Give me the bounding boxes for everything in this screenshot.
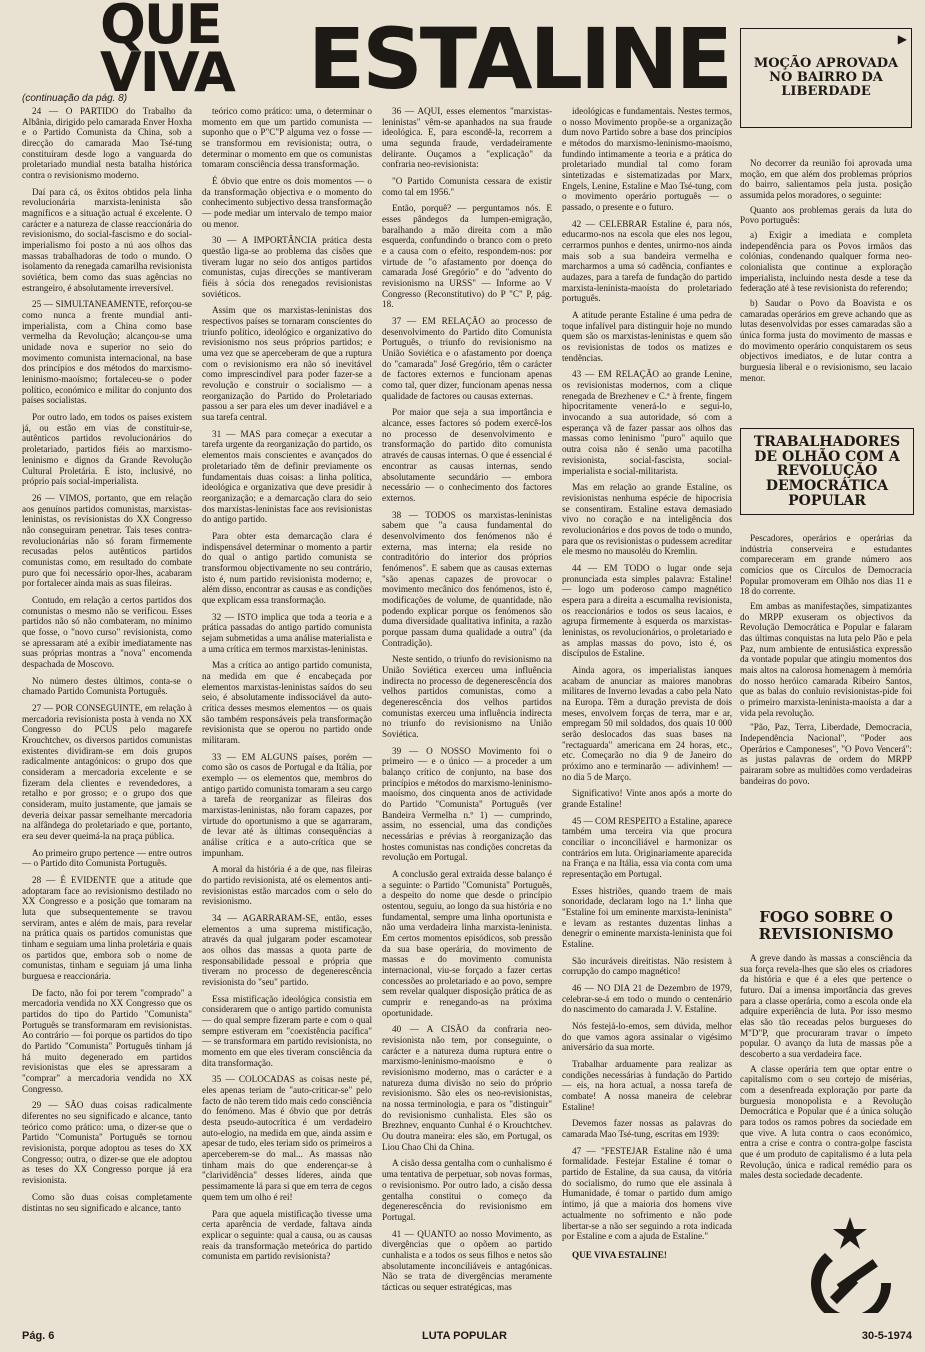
article-paragraph: 33 — EM ALGUNS países, porém — como são os casos de Portugal e da Itália, por exemplo — os elementos que, membros do antigo partido comunista tomaram a seu cargo a tarefa de reorganizar as fileiras dos marxistas-leninistas, não foram capazes, por virtude do oportunismo a que se agarraram, de levar até às últimas consequências a análise crítica e a auto-crítica que se impunham. bbox=[202, 751, 372, 858]
headline-part-1: QUE VIVA bbox=[100, 0, 234, 105]
article-paragraph: A moral da história é a de que, nas fileiras do partido revisionista, até os elementos anti-revisionistas estão marcados com o selo do revisionismo. bbox=[202, 864, 372, 907]
article-paragraph: Ao primeiro grupo pertence — entre outros — o Partido dito Comunista Português. bbox=[22, 847, 192, 869]
sidebar-text-fogo bbox=[740, 953, 912, 1203]
article-paragraph: Neste sentido, o triunfo do revisionismo na União Soviética exerceu uma influência indirecta no processo de degenerescência dos velhos partidos comunistas, como a degenerescência dos velhos partidos comunistas exerceu uma influência indirecta no triunfo do revisionismo na União Soviética. bbox=[382, 654, 552, 739]
article-paragraph: 27 — POR CONSEGUINTE, em relação à mercadoria revisionista posta à venda no XX Congresso do PCUS pelo magarefe Krouchtchev, os diversos partidos comunistas existentes dividiram-se em dois grupos radicalmente antagónicos: o grupo dos que consideram a mercadoria excelente e se fizeram dela clientes e revendedores, a retalho e por grosso; e o grupo dos que consideram, muito justamente, que jamais se deveria deixar passar semelhante mercadoria na alfândega do proletariado e que, portanto, era seu dever queimá-la na praça pública. bbox=[22, 702, 192, 841]
article-paragraph: 29 — SÃO duas coisas radicalmente diferentes no seu significado e alcance, tanto teórico como prático: uma, o dizer-se que o Partido "Comunista" Português se tornou revisionista, porque adoptou as teses do XX Congresso; outra, o dizer-se que ele adoptou as teses do XX Congresso porque já era revisionista. bbox=[22, 1100, 192, 1186]
article-paragraph: De facto, não foi por terem "comprado" a mercadoria vendida no XX Congresso que os partidos do tipo do Partido "Comunista" Português se transformaram em revisionistas. Ao contrário — foi porque os partidos do tipo do Partido "Comunista" Português tinham já há muito degenerado em partidos revisionistas que eles se apressaram a "comprar" a mercadoria vendida no XX Congresso. bbox=[22, 987, 192, 1094]
article-paragraph: A cisão dessa gentalha com o cunhalismo é uma tentativa de perpetuar, sob novas formas, o revisionismo. Por outro lado, a cisão dessa gentalha constitui o começo da degenerescência do revisionismo em Portugal. bbox=[382, 1158, 552, 1222]
article-paragraph: 26 — VIMOS, portanto, que em relação aos genuínos partidos comunistas, marxistas-leninistas, os revisionistas do XX Congresso não conseguiram penetrar. Tais teses contra-revolucionárias não só foram firmemente recusadas pelos autênticos partidos comunistas como, em resultado do combate puro que foi necessário opor-lhes, acabaram por fortalecer ainda mais as suas fileiras. bbox=[22, 492, 192, 589]
sidebar-paragraph: Quanto aos problemas gerais da luta do Povo português: bbox=[740, 204, 912, 226]
article-paragraph: 31 — MAS para começar a executar a tarefa urgente da reorganização do partido, os elementos mais conscientes e avançados do proletariado têm de definir previamente os fundamentais duas coisas: a linha política, ideológica e organizativa que deve presidir à reorganização; e a demarcação clara do seio dos marxistas-leninistas face aos revisionistas do antigo partido. bbox=[202, 428, 372, 525]
article-paragraph: No número destes últimos, conta-se o chamado Partido Comunista Português. bbox=[22, 675, 192, 697]
article-paragraph: Esses histriões, quando traem de mais sonoridade, declaram logo na 1.ª linha que "Estaline foi um eminente marxista-leninista" e levam as restantes duzentas linhas a denegrir o eminente marxista-leninista que foi Estaline. bbox=[562, 885, 732, 950]
article-paragraph: 46 — NO DIA 21 de Dezembro de 1979, celebrar-se-á em todo o mundo o centenário do nascimento do camarada J. V. Estaline. bbox=[562, 983, 732, 1015]
sidebar-paragraph: a) Exigir a imediata e completa independência para os Povos irmãos das colónias, condenando qualquer forma neo-colonialista que continue a exploração imperialista, incluindo nesta desde a tese da federação até à tese revisionista do referendo; bbox=[740, 230, 912, 294]
article-paragraph: São incuráveis direitistas. Não resistem à corrupção do campo magnético! bbox=[562, 955, 732, 977]
article-paragraph: 40 — A CISÃO da confraria neo-revisionista não tem, por conseguinte, o carácter e a natureza duma ruptura entre o marxismo-leninismo-maoísmo e o revisionismo moderno, mas o carácter e a natureza duma divisão no seio do próprio revisionismo. São eles os neo-revisionistas, na nossa terminologia, e para os "distinguir" do revisionismo cunhalista. Eles são os Brezhnev, enquanto Cunhal é o Krouchtchev. Ou doutra maneira: eles são, em Portugal, os Liou Chao Chi da China. bbox=[382, 1024, 552, 1152]
article-paragraph: 25 — SIMULTANEAMENTE, reforçou-se como nunca a frente mundial anti-imperialista, com a China como base vermelha da Revolução; alcançou-se uma unidade nova e superior no seio do movimento comunista internacional, na base dos princípios e dos métodos do marxismo-leninismo-maoísmo; fortaleceu-se o poder político, económico e militar do conjunto dos países socialistas. bbox=[22, 299, 192, 406]
article-paragraph: 39 — O NOSSO Movimento foi o primeiro — e o único — a proceder a um balanço crítico de conjunto, na base dos princípios e métodos do marxismo-leninismo-maoísmo, dos cinquenta anos de actividade do Partido "Comunista" Português (ver Bandeira Vermelha n.º 1) — cumprindo, assim, no essencial, uma das condições necessárias e prévias à reorganização das hostes comunistas nas condições concretas da revolução em Portugal. bbox=[382, 745, 552, 863]
article-paragraph: Significativo! Vinte anos após a morte do grande Estaline! bbox=[562, 788, 732, 809]
article-paragraph: É óbvio que entre os dois momentos — o da transformação objectiva e o momento do conhecimento subjectivo dessa transformação — pode mediar um intervalo de tempo maior ou menor. bbox=[202, 176, 372, 229]
article-paragraph: Essa mistificação ideológica consistia em considerarem que o antigo partido comunista — do qual sempre fizeram parte e com o qual sempre estiveram em "coexistência pacífica" — se transformara em partido revisionista, no momento em que eles tiveram consciência da dita transformação. bbox=[202, 993, 372, 1068]
article-paragraph: A atitude perante Estaline é uma pedra de toque infalível para distinguir hoje no mundo quem são os marxistas-leninistas e quem são os revisionistas de todos os matizes e tendências. bbox=[562, 310, 732, 363]
article-paragraph: 35 — COLOCADAS as coisas neste pé, eles apenas teriam de "auto-criticar-se" pelo facto de não terem tido mais cedo consciência do fenómeno. Mas é óbvio que por detrás desta pseudo-autocrítica é um verdadeiro auto-elogio, na medida em que, ainda assim e apesar de tudo, eles teriam sido os primeiros a aperceberem-se do mal... As massas não tinham mais do que enderençar-se à "clarividência" desses líderes, ainda que pessimamente lá para si que em terra de cegos quem tem um olho é rei! bbox=[202, 1074, 372, 1202]
article-paragraph: Por maior que seja a sua importância e alcance, esses factores só podem exercê-los no processo de desenvolvimento e transformação do partido dito comunista através de causas internas. O que é essencial é encontrar as causas internas, sendo absolutamente secundário — embora necessário — o conhecimento dos factores externos. bbox=[382, 407, 552, 503]
headline bbox=[100, 0, 730, 109]
article-paragraph: Daí para cá, os êxitos obtidos pela linha revolucionária marxista-leninista são magníficos e a situação actual é excelente. O carácter e a natureza de classe reaccionária do revisionismo, do social-fascismo e do social-imperialismo foi posto a nú aos olhos das massas trabalhadoras de todo o mundo. O isolamento da renegada camarilha revisionista soviética, bem como das suas agências no estrangeiro, é absolutamente irreversível. bbox=[22, 186, 192, 293]
closing-slogan: QUE VIVA ESTALINE! bbox=[572, 1249, 667, 1260]
article-paragraph: Então, porquê? — perguntamos nós. E esses pândegos da lumpen-emigração, baralhando a mão direita com a mão esquerda, confundindo o branco com o preto e a causa com o efeito, respondem-nos: por virtude de "o afastamento por doença do camarada José Gregório" e do "advento do revisionismo na URSS" — Informe ao V Congresso (Reconstitutivo) do P "C" P, pág. 18. bbox=[382, 203, 552, 310]
article-paragraph: Para obter esta demarcação clara é indispensável determinar o momento a partir do qual o antigo partido comunista se transformou objectivamente no seu contrário, isto é, num partido revisionista moderno; e, além disso, encontrar as causas e as condições que explicam essa transformação. bbox=[202, 530, 372, 605]
article-paragraph: 32 — ISTO implica que toda a teoria e a prática passadas do antigo partido comunista sejam submetidas a uma análise materialista e a uma crítica em termos marxistas-leninistas. bbox=[202, 611, 372, 654]
article-column-3 bbox=[382, 106, 552, 1324]
article-paragraph: 38 — TODOS os marxistas-leninistas sabem que "a causa fundamental do desenvolvimento dos fenómenos não é externa, mas interna; ela reside no contraditório do interior dos próprios fenómenos". E sabem que as causas externas "são apenas capazes de provocar o movimento mecânico dos fenómenos, isto é, modificações de volume, de quantidade, não podendo explicar porque os fenómenos são duma diversidade qualitativa infinita, a razão porque passam duma qualidade a outra" (da Contradição). bbox=[382, 509, 552, 648]
sidebar-paragraph: b) Saudar o Povo da Boavista e os camaradas operários em greve achando que as lutas desenvolvidas por esses camaradas são a única forma justa do movimento de massas e do movimento operário conquistarem os seus objectivos imediatos, e de lutar contra a burguesia liberal e o revisionismo, seu lacaio menor. bbox=[740, 298, 912, 383]
sidebar-box-olhao-title: TRABALHADORES DE OLHÃO COM A REVOLUÇÃO DEMOCRÁTICA POPULAR bbox=[753, 434, 901, 509]
sidebar bbox=[740, 28, 912, 1323]
sidebar-box-mocao-title: MOÇÃO APROVADA NO BAIRRO DA LIBERDADE bbox=[753, 55, 899, 100]
sidebar-text-olhao bbox=[740, 533, 912, 893]
sidebar-box-fogo bbox=[740, 901, 912, 950]
sidebar-box-mocao bbox=[740, 28, 912, 128]
hammer-sickle-star-icon bbox=[795, 1213, 905, 1313]
article-paragraph: Ainda agora, os imperialistas ianques acabam de anunciar as maiores manobras militares de Inverno levadas a cabo pela Nato na Europa. Têm a duração prevista de dois meses, envolvem forças de terra, mar e ar, empregam 50 mil soldados, dos quais 10 000 serão deslocados das suas bases na "rectaguarda" americana em 24 horas, etc., etc. Começarão no dia 9 de Janeiro do próximo ano e terminarão — adivinhem! — no dia 5 de Março. bbox=[562, 664, 732, 782]
sidebar-paragraph: Pescadores, operários e operárias da indústria conserveira e estudantes compareceram em grande número aos comícios que os Círculos de Democracia Popular promoveram em Olhão nos dias 11 e 18 do corrente. bbox=[740, 533, 912, 597]
sidebar-paragraph: A classe operária tem que optar entre o capitalismo com o seu cortejo de misérias, com a desenfreada exploração por parte da burguesia monopolista e a Revolução Democrática e Popular que é a única solução para todos os ramos pobres da sociedade em que vive. A luta contra o caos económico, entra a crise e contra o contra-golpe fascista que é um produto de capitalismo é a luta pela Revolução, única e radical remédio para os males desta sociedade decadente. bbox=[740, 1063, 912, 1181]
sidebar-paragraph: A greve dando às massas a consciência da sua força revela-lhes que são eles os criadores da história e que é a eles que pertence o futuro. Daí a imensa importância das greves para a classe operária, como a escola onde ela adquire experiência de luta. Por isso mesmo elas são tão receadas pelos burgueses do M"D"P, que procuraram travar o ímpeto popular. O avanço da luta de massas põe a descoberto a sua verdadeira face. bbox=[740, 953, 912, 1060]
sidebar-box-olhao bbox=[740, 428, 914, 515]
article-paragraph: Mas a crítica ao antigo partido comunista, na medida em que é encabeçada por elementos marxistas-leninistas saídos do seu seio, é absolutamente indissociável da auto-crítica desses mesmos elementos — os quais são também responsáveis pela transformação revisionista que se operou no partido onde militaram. bbox=[202, 660, 372, 745]
article-paragraph: Trabalhar arduamente para realizar as condições necessárias à fundação do Partido — eis, na hora actual, a nossa tarefa de combate! A nossa maneira de celebrar Estaline! bbox=[562, 1059, 732, 1112]
article-paragraph: Contudo, em relação a certos partidos dos comunistas o mesmo não se verificou. Esses partidos não só não combateram, no mínimo que fosse, o "novo curso" revisionista, como se apressaram até a exibir imediatamente nas suas próprias montras a "nova" encomenda despachada de Moscovo. bbox=[22, 594, 192, 669]
article-paragraph: 42 — CELEBRAR Estaline é, para nós, educarmo-nos na escola que eles nos legou, cerrarmos punhos e dentes, unirmo-nos ainda mais sob a sua bandeira vermelha e marcharmos a uma só cadência, confiantes e audazes, para a tarefa de fundação do partido marxista-leninista-maoísta do proletariado português. bbox=[562, 218, 732, 304]
article-paragraph: A conclusão geral extraída desse balanço é a seguinte: o Partido "Comunista" Português, a despeito do nome que desde o princípio ostentou, seguiu, ao longo da sua história e no fundamental, sempre uma linha oportunista e não uma verdadeira linha marxista-leninista. Em certos momentos episódicos, sob pressão da sua base operária, do movimento de massas e do movimento comunista internacional, viu-se forçado a fazer certas concessões ao proletariado e ao povo, sempre sem revelar qualquer disposição prática de as cumprir e renegando-as na próxima oportunidade. bbox=[382, 869, 552, 1018]
article-column-4 bbox=[562, 106, 732, 1324]
sidebar-paragraph: No decorrer da reunião foi aprovada uma moção, em que além dos problemas próprios do bairro, salientamos pela justa. posição assumida pelos moradores, o seguinte: bbox=[740, 158, 912, 201]
article-paragraph: 24 — O PARTIDO do Trabalho da Albânia, dirigido pelo camarada Enver Hoxha e o Partido Comunista da China, sob a direcção do camarada Mao Tsé-tung constituíram desde logo a vanguarda do proletariado mundial nesta batalha histórica contra o revisionismo moderno. bbox=[22, 106, 192, 181]
sidebar-box-fogo-title: FOGO SOBRE O REVISIONISMO bbox=[758, 908, 894, 943]
article-paragraph: Como são duas coisas completamente distintas no seu significado e alcance, tanto bbox=[22, 1191, 192, 1213]
article-paragraph: ideológicas e fundamentais. Nestes termos, o nosso Movimento propõe-se a organização dum novo Partido sobre a base dos princípios e métodos do marxismo-leninismo-maoísmo, fundindo intimamente a teoria e a prática do proletariado mundial tal como foram sintetizadas e sistematizadas por Marx, Engels, Lenine, Estaline e Mao Tsé-tung, com o movimento operário português — o passado, o presente e o futuro. bbox=[562, 106, 732, 213]
article-paragraph: 30 — A IMPORTÂNCIA prática desta questão liga-se ao problema das cisões que tiveram lugar no seio dos antigos partidos comunistas, cujas direcções se mantiveram fiéis à sócia dos renegados revisionistas soviéticos. bbox=[202, 235, 372, 299]
article-paragraph: Nós festejá-lo-emos, sem dúvida, melhor do que vamos agora assinalar o vigésimo aniversário da sua morte. bbox=[562, 1021, 732, 1053]
article-column-1 bbox=[22, 106, 192, 1324]
sidebar-paragraph: Em ambas as manifestações, simpatizantes do MRPP exuseram os objectivos da Revolução Democrática e Popular e falaram das últimas conquistas na luta pelo Pão e pela Paz, num ambiente de entusiástica expressão da vontade popular que atingiu momentos dos mais altos na calorosa homenagem à memória do nosso heróico camarada Ribeiro Santos, que as balas do conluio revisionistas-pide foi o primeiro marxista-leninista-maoísta a dar a vida pela revolução. bbox=[740, 601, 912, 718]
issue-date: 30-5-1974 bbox=[861, 1330, 912, 1342]
article-column-2 bbox=[202, 106, 372, 1324]
article-paragraph: Para que aquela mistificação tivesse uma certa aparência de verdade, faltava ainda explicar o seguinte: qual a causa, ou as causas reais da transformação meteórica do partido comunista em partido revisionista? bbox=[202, 1208, 372, 1262]
continuation-note: (continuação da pág. 8) bbox=[22, 93, 128, 104]
article-paragraph: 28 — É EVIDENTE que a atitude que adoptaram face ao revisionismo destilado no XX Congresso e a posição que tomaram na luta que subsequentemente se travou serviram, antes e além de mais, para revelar na prática quais os partidos comunistas que tinham e seguiam uma linha proletária e quais os partidos que, embora sob o nome de comunistas, tinham e seguiam já uma linha burguesa e reaccionária. bbox=[22, 875, 192, 982]
article-paragraph: 44 — EM TODO o lugar onde seja pronunciada esta simples palavra: Estaline! — logo um poderoso campo magnético espera para a direita a escumalha revisionista, os reaccionários e todos os seus lacaios, e agrupa firmemente à esquerda os marxistas-leninistas, os revolucionários, o proletariado e as amplas massas do povo, isto é, os discípulos de Estaline. bbox=[562, 562, 732, 659]
article-paragraph: 43 — EM RELAÇÃO ao grande Lenine, os revisionistas modernos, com a clique renegada de Brezhenev e C.ª à frente, fingem hipocritamente venerá-lo e segui-lo, invocando a sua autoridade, só com a esperança vã de fazer passar aos olhos das massas como leninismo "puro" aquilo que outra coisa não é senão uma pacotilha revisionista, social-fascista, social-imperialista e social-militarista. bbox=[562, 369, 732, 476]
sidebar-paragraph: "Pão, Paz, Terra, Liberdade, Democracia, Independência Nacional", "Poder aos Operários e Camponeses", "O Povo Vencerá": as justas palavras de ordem do MRPP pairaram sobre as multidões como verdadeiras bandeiras do povo. bbox=[740, 722, 912, 786]
headline-part-2: ESTALINE bbox=[307, 10, 730, 109]
article-paragraph: Devemos fazer nossas as palavras do camarada Mao Tsé-tung, escritas em 1939: bbox=[562, 1118, 732, 1140]
article-paragraph: "O Partido Comunista cessara de existir como tal em 1956." bbox=[382, 176, 552, 197]
article-body bbox=[22, 106, 732, 1324]
article-paragraph: 45 — COM RESPEITO a Estaline, aparece também uma terceira via que procura conciliar o inconciliável e harmonizar os contrários em luta. Originariamente aparecida na França e na Itália, essa via conta com uma representação em Portugal. bbox=[562, 815, 732, 880]
arrow-icon: ▶ bbox=[897, 32, 907, 46]
article-paragraph: 47 — "FESTEJAR Estaline não é uma formalidade. Festejar Estaline é tomar o partido de Estaline, da sua causa, da vitória do socialismo, do rumo que ele assinala à Humanidade, é tomar o partido dum amigo íntimo, já que a maioria dos homens vive actualmente no sofrimento e não pode libertar-se a não ser seguindo a rota indicada por Estaline e com a ajuda de Estaline." bbox=[562, 1145, 732, 1242]
article-paragraph: Por outro lado, em todos os países existem já, ou estão em vias de constituir-se, autênticos partidos revolucionários do proletariado, partidos fiéis ao marxismo-leninismo e dignos da Grande Revolução Cultural Proletária. E isto, inclusivé, no próprio país social-imperialista. bbox=[22, 412, 192, 487]
sidebar-text-mocao bbox=[740, 158, 912, 398]
page-number: Pág. 6 bbox=[22, 1330, 55, 1342]
article-paragraph: Mas em relação ao grande Estaline, os revisionistas nenhuma espécie de hipocrisia se consentiram. Estaline estava demasiado vivo no coração e na inteligência dos revolucionários e dos povos de todo o mundo, para que os revisionistas o pudessem acreditar ele mesmo no mausoléu do Kremlin. bbox=[562, 482, 732, 557]
newspaper-name: LUTA POPULAR bbox=[422, 1330, 507, 1342]
article-paragraph: teórico como prático: uma, o determinar o momento em que um partido comunista — suponho que o P"C"P alguma vez o fosse — se transformou em revisionista; outra, o determinar o momento em que os comunistas tomaram consciência dessa transformação. bbox=[202, 106, 372, 170]
page-footer bbox=[22, 1330, 912, 1346]
article-paragraph: 36 — AQUI, esses elementos "marxistas-leninistas" vêm-se apanhados na sua fraude ideológica. E, para escondê-la, recorrem a uma segunda fraude, verdadeiramente delirante. Ouçamos a "explicação" da confraria neo-revisionista: bbox=[382, 106, 552, 170]
article-paragraph: Assim que os marxistas-leninistas dos respectivos países se tornaram conscientes do triunfo político, ideológico e organizativo do revisionismo nos seus próprios partidos; e uma vez que se aperceberam de que a ruptura com o revisionismo era não só inevitável como imprescindível para poder fazer-se a revolução e construir o socialismo — a reorganização do Partido do Proletariado passou a ser para eles um dever inadiável e a sua tarefa central. bbox=[202, 305, 372, 423]
article-paragraph: 37 — EM RELAÇÃO ao processo de desenvolvimento do Partido dito Comunista Português, o triunfo do revisionismo na União Soviética e o afastamento por doença do "camarada" José Gregório, têm o carácter de factores externos e funcionam apenas como tal, quer dizer, funcionam apenas nessa qualidade de factores ou causas externas. bbox=[382, 316, 552, 401]
article-paragraph: 41 — QUANTO ao nosso Movimento, as divergências que o opõem ao partido cunhalista e a todos os seus filhos e netos são absolutamente inconciliáveis e antagónicas. Não se trata de divergências meramente tácticas ou sequer estratégicas, mas bbox=[382, 1228, 552, 1292]
article-paragraph: 34 — AGARRARAM-SE, então, esses elementos a uma suprema mistificação, através da qual julgaram poder escamotear aos olhos das massas a quota parte de responsabilidade pessoal e própria que tiveram no processo de degenerescência revisionista do "seu" partido. bbox=[202, 913, 372, 988]
